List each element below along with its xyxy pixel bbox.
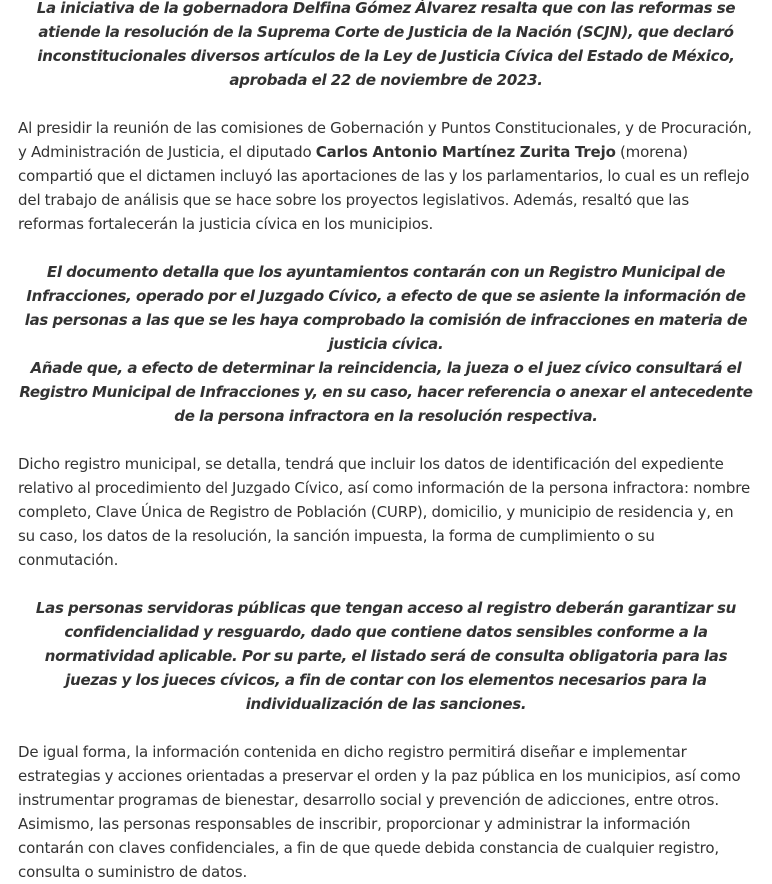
paragraph-registry-data: Dicho registro municipal, se detalla, tendrá que incluir los datos de identificación del expediente relativo al procedimiento del Juzgado Cívico, así como información de la persona infractora: nombre completo, Clave Única de Registro de Población (CURP), domicilio, y municipio de residencia y, en su caso, los datos de la resolución, la sanción impuesta, la forma de cumplimiento o su conmutación. [18,455,751,569]
article-body [18,0,754,884]
paragraph-text: Al presidir la reunión de las comisiones de Gobernación y Puntos Constitucionales, y de Procuración, y Administración de Justicia, el diputado [18,119,752,161]
highlight-recidivism: Añade que, a efecto de determinar la reincidencia, la jueza o el juez cívico consultará el Registro Municipal de Infracciones y, en su caso, hacer referencia o anexar el antecedente de la persona infractora en la resolución respectiva. [19,359,753,425]
paragraph-gap [18,716,754,740]
paragraph-text: (morena) compartió que el dictamen incluyó las aportaciones de las y los parlamentarios, lo cual es un reflejo del trabajo de análisis que se hace sobre los proyectos legislativos. Además, resaltó que las reformas fortalecerán la justicia cívica en los municipios. [18,143,750,233]
paragraph-gap [18,428,754,452]
highlight-registry: El documento detalla que los ayuntamientos contarán con un Registro Municipal de Infracciones, operado por el Juzgado Cívico, a efecto de que se asiente la información de las personas a las que se les haya comprobado la comisión de infracciones en materia de justicia cívica. [24,263,748,353]
paragraph-gap [18,236,754,260]
paragraph-gap [18,572,754,596]
highlight-confidentiality: Las personas servidoras públicas que tengan acceso al registro deberán garantizar su confidencialidad y resguardo, dado que contiene datos sensibles conforme a la normatividad aplicable. Por su parte, el listado será de consulta obligatoria para las juezas y los jueces cívicos, a fin de contar con los elementos necesarios para la individualización de las sanciones. [35,599,737,713]
paragraph-gap [18,92,754,116]
paragraph-strategies: De igual forma, la información contenida en dicho registro permitirá diseñar e implementar estrategias y acciones orientadas a preservar el orden y la paz pública en los municipios, así como instrumentar programas de bienestar, desarrollo social y prevención de adicciones, entre otros. Asimismo, las personas responsables de inscribir, proporcionar y administrar la información contarán con claves confidenciales, a fin de que quede debida constancia de cualquier registro, consulta o suministro de datos. [18,743,741,881]
lead-paragraph: La iniciativa de la gobernadora Delfina Gómez Álvarez resalta que con las reformas se atiende la resolución de la Suprema Corte de Justicia de la Nación (SCJN), que declaró inconstitucionales diversos artículos de la Ley de Justicia Cívica del Estado de México, aprobada el 22 de noviembre de 2023. [36,0,736,89]
paragraph-commission-meeting [18,116,754,236]
deputy-name: Carlos Antonio Martínez Zurita Trejo [315,143,616,161]
